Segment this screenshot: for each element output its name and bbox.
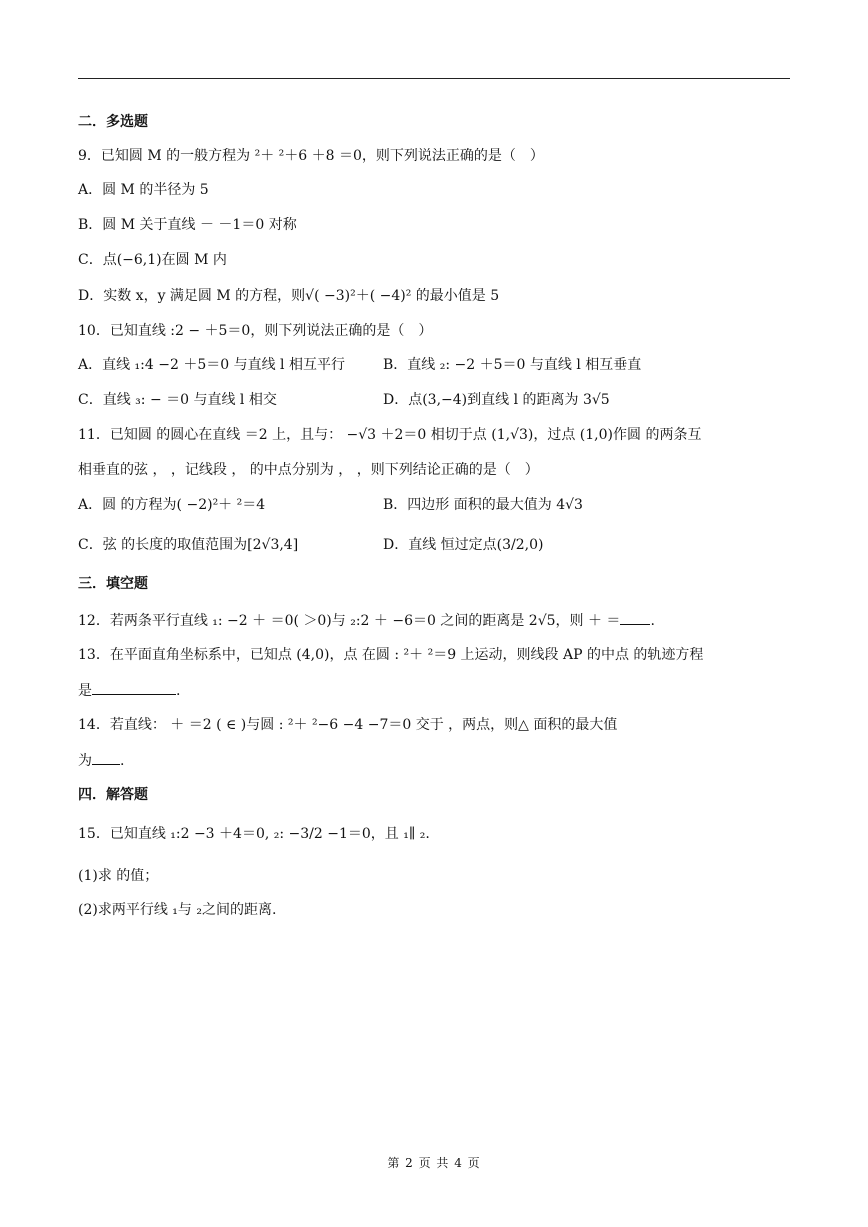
section-heading-fill-in: 三．填空题 bbox=[78, 576, 148, 592]
q14-answer-blank[interactable] bbox=[92, 750, 120, 765]
q11-option-a: A．圆 的方程为( −2)²＋ ²＝4 bbox=[78, 497, 266, 513]
q10-stem: 10．已知直线 :2 − ＋5＝0，则下列说法正确的是（ ） bbox=[78, 323, 433, 339]
section-heading-answer: 四．解答题 bbox=[78, 787, 148, 803]
q12-text: 12．若两条平行直线 ₁: −2 ＋ ＝0( ＞0)与 ₂:2 ＋ −6＝0 之间的距离是 2√5，则 ＋ ＝ bbox=[78, 613, 621, 629]
q14-end: . bbox=[120, 753, 125, 769]
q14-line1: 14．若直线： ＋ ＝2 ( ∈ )与圆 : ²＋ ²−6 −4 −7＝0 交于 ，两点，则△ 面积的最大值 bbox=[78, 717, 618, 733]
q13-line1: 13．在平面直角坐标系中，已知点 (4,0)，点 在圆 : ²＋ ²＝9 上运动，则线段 AP 的中点 的轨迹方程 bbox=[78, 647, 704, 663]
q9-stem: 9．已知圆 M 的一般方程为 ²＋ ²＋6 ＋8 ＝0，则下列说法正确的是（ ） bbox=[78, 148, 544, 164]
q9-option-d: D．实数 x，y 满足圆 M 的方程，则√( −3)²＋( −4)² 的最小值是 5 bbox=[78, 288, 500, 304]
q13-end: . bbox=[176, 683, 181, 699]
q14-line2 bbox=[78, 750, 124, 771]
q13-line2-text: 是 bbox=[78, 683, 92, 699]
q11-option-c: C．弦 的长度的取值范围为[2√3,4] bbox=[78, 537, 299, 553]
q15-part2: (2)求两平行线 ₁与 ₂之间的距离. bbox=[78, 902, 277, 918]
q9-option-b: B．圆 M 关于直线 － －1＝0 对称 bbox=[78, 217, 297, 233]
q10-option-a: A．直线 ₁:4 −2 ＋5＝0 与直线 l 相互平行 bbox=[78, 357, 345, 373]
q11-stem-line1: 11．已知圆 的圆心在直线 ＝2 上，且与： −√3 ＋2＝0 相切于点 (1,√3)，过点 (1,0)作圆 的两条互 bbox=[78, 427, 702, 443]
q12-line bbox=[78, 610, 655, 631]
q9-option-a: A．圆 M 的半径为 5 bbox=[78, 182, 209, 198]
q11-stem-line2: 相垂直的弦 ， ，记线段 ， 的中点分别为 ， ，则下列结论正确的是（ ） bbox=[78, 462, 539, 478]
q13-answer-blank[interactable] bbox=[92, 680, 176, 695]
header-rule bbox=[78, 78, 790, 79]
section-heading-multiple-choice: 二．多选题 bbox=[78, 114, 148, 130]
q9-option-c: C．点(−6,1)在圆 M 内 bbox=[78, 252, 227, 268]
page-footer: 第 2 页 共 4 页 bbox=[387, 1156, 481, 1170]
q12-answer-blank[interactable] bbox=[620, 610, 650, 625]
q15-part1: (1)求 的值； bbox=[78, 868, 159, 884]
q13-line2 bbox=[78, 680, 180, 701]
q10-option-c: C．直线 ₃: − ＝0 与直线 l 相交 bbox=[78, 392, 277, 408]
q10-option-b: B．直线 ₂: −2 ＋5＝0 与直线 l 相互垂直 bbox=[383, 357, 642, 373]
q14-line2-text: 为 bbox=[78, 753, 92, 769]
q10-option-d: D．点(3,−4)到直线 l 的距离为 3√5 bbox=[383, 392, 610, 408]
q11-option-d: D．直线 恒过定点(3/2,0) bbox=[383, 537, 544, 553]
q12-end: . bbox=[650, 613, 655, 629]
q15-stem: 15．已知直线 ₁:2 −3 ＋4＝0, ₂: −3/2 −1＝0，且 ₁∥ ₂. bbox=[78, 826, 430, 842]
q11-option-b: B．四边形 面积的最大值为 4√3 bbox=[383, 497, 583, 513]
